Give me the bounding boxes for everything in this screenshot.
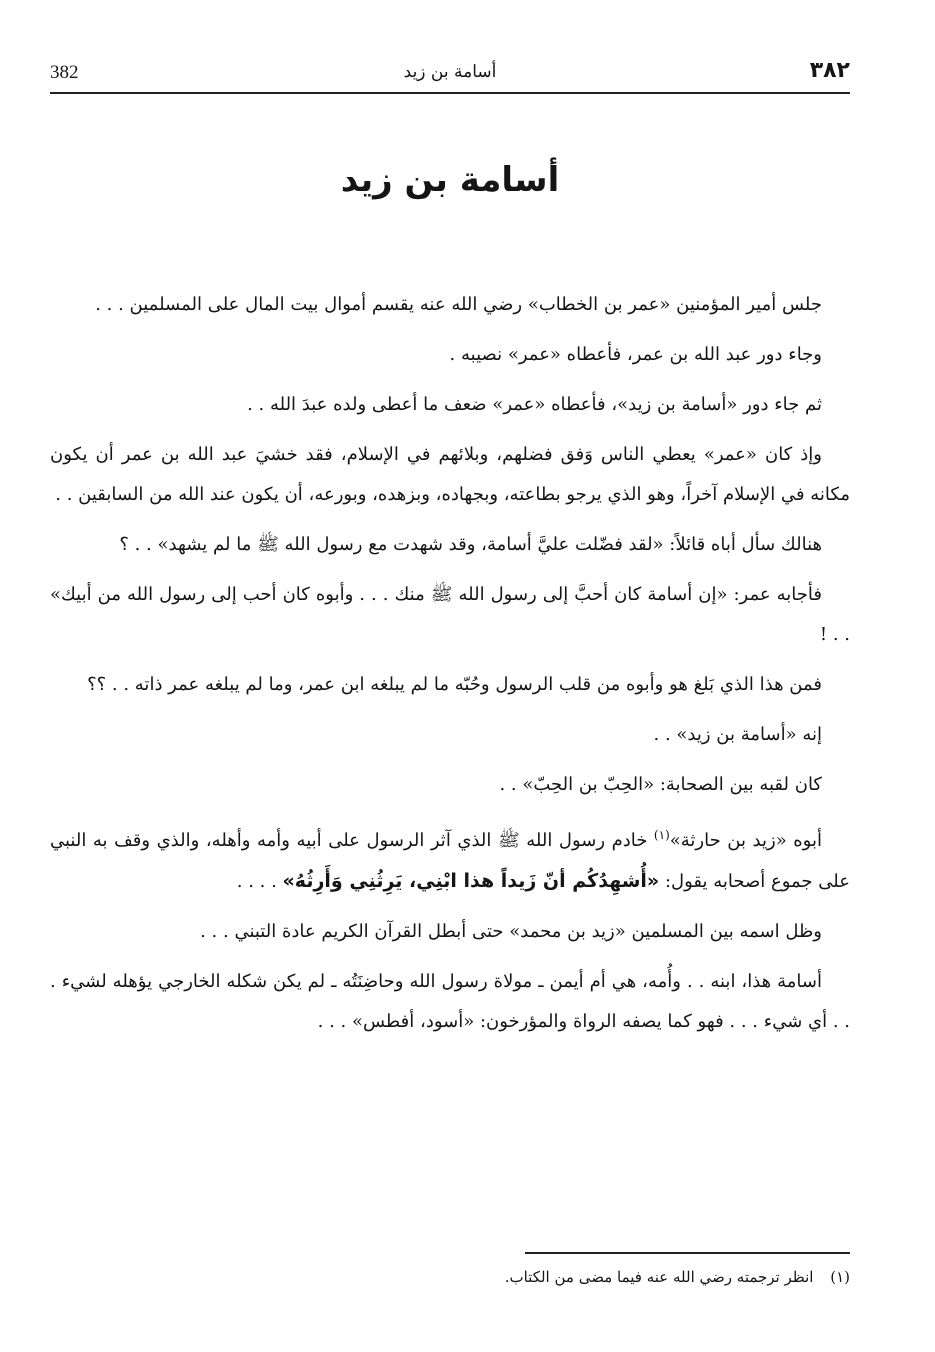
- paragraph: وظل اسمه بين المسلمين «زيد بن محمد» حتى أبطل القرآن الكريم عادة التبني . . .: [200, 921, 822, 942]
- zayd-text-part3: . . . .: [236, 871, 283, 892]
- page-number-latin: 382: [50, 62, 79, 83]
- zayd-paragraph: [50, 815, 850, 902]
- paragraph: إنه «أسامة بن زيد» . .: [653, 724, 822, 745]
- footnote-separator: [525, 1252, 850, 1254]
- zayd-text-part2: خادم رسول الله ﷺ الذي آثر الرسول على أبيه وأمه وأهله، والذي وقف به النبي على جموع أصحابه يقول:: [50, 830, 850, 892]
- paragraph: فأجابه عمر: «إن أسامة كان أحبَّ إلى رسول الله ﷺ منك . . . وأبوه كان أحب إلى رسول الله من أبيك» . . !: [50, 584, 850, 645]
- footnote-text: انظر ترجمته رضي الله عنه فيما مضى من الكتاب.: [504, 1268, 814, 1286]
- paragraph: ثم جاء دور «أسامة بن زيد»، فأعطاه «عمر» ضعف ما أعطى ولده عبدَ الله . .: [247, 394, 822, 415]
- paragraph: هنالك سأل أباه قائلاً: «لقد فضّلت عليَّ أسامة، وقد شهدت مع رسول الله ﷺ ما لم يشهد» . . ؟: [119, 534, 822, 555]
- zayd-text-part1: أبوه «زيد بن حارثة»: [669, 830, 822, 851]
- paragraph: كان لقبه بين الصحابة: «الحِبّ بن الحِبّ» . .: [499, 774, 822, 795]
- paragraph: وإذ كان «عمر» يعطي الناس وَفق فضلهم، وبلائهم في الإسلام، فقد خشيَ عبد الله بن عمر أن يكون مكانه في الإسلام آخراً، وهو الذي يرجو بطاعته، وبجهاده، وبزهده، وبورعه، أن يكون عند الله من السابقين . .: [50, 444, 850, 505]
- running-title: أسامة بن زيد: [403, 62, 497, 82]
- paragraph: وجاء دور عبد الله بن عمر، فأعطاه «عمر» نصيبه .: [449, 344, 822, 365]
- body-text: [50, 285, 850, 1052]
- chapter-title: أسامة بن زيد: [340, 160, 560, 200]
- page-number-arabic: ٣٨٢: [809, 58, 850, 83]
- paragraph: فمن هذا الذي بَلغ هو وأبوه من قلب الرسول وحُبّه ما لم يبلغه ابن عمر، وما لم يبلغه عمر ذاته . . ؟؟: [87, 674, 822, 695]
- page-header: [50, 52, 850, 94]
- prophet-quote: «أُشهِدُكُم أنّ زَيداً هذا ابْنِي، يَرِثُنِي وَأَرِثُهُ»: [282, 870, 660, 892]
- footnote-reference: (١): [653, 828, 670, 842]
- paragraph: أسامة هذا، ابنه . . وأُمه، هي أم أيمن ـ مولاة رسول الله وحاضِنَتُه ـ لم يكن شكله الخارجي يؤهله لشيء . . . أي شيء . . . فهو كما يصفه الرواة والمؤرخون: «أسود، أفطس» . . .: [50, 971, 850, 1032]
- footnote-marker: (١): [830, 1268, 850, 1286]
- footnote: [50, 1268, 850, 1286]
- paragraph: جلس أمير المؤمنين «عمر بن الخطاب» رضي الله عنه يقسم أموال بيت المال على المسلمين . . .: [95, 294, 822, 315]
